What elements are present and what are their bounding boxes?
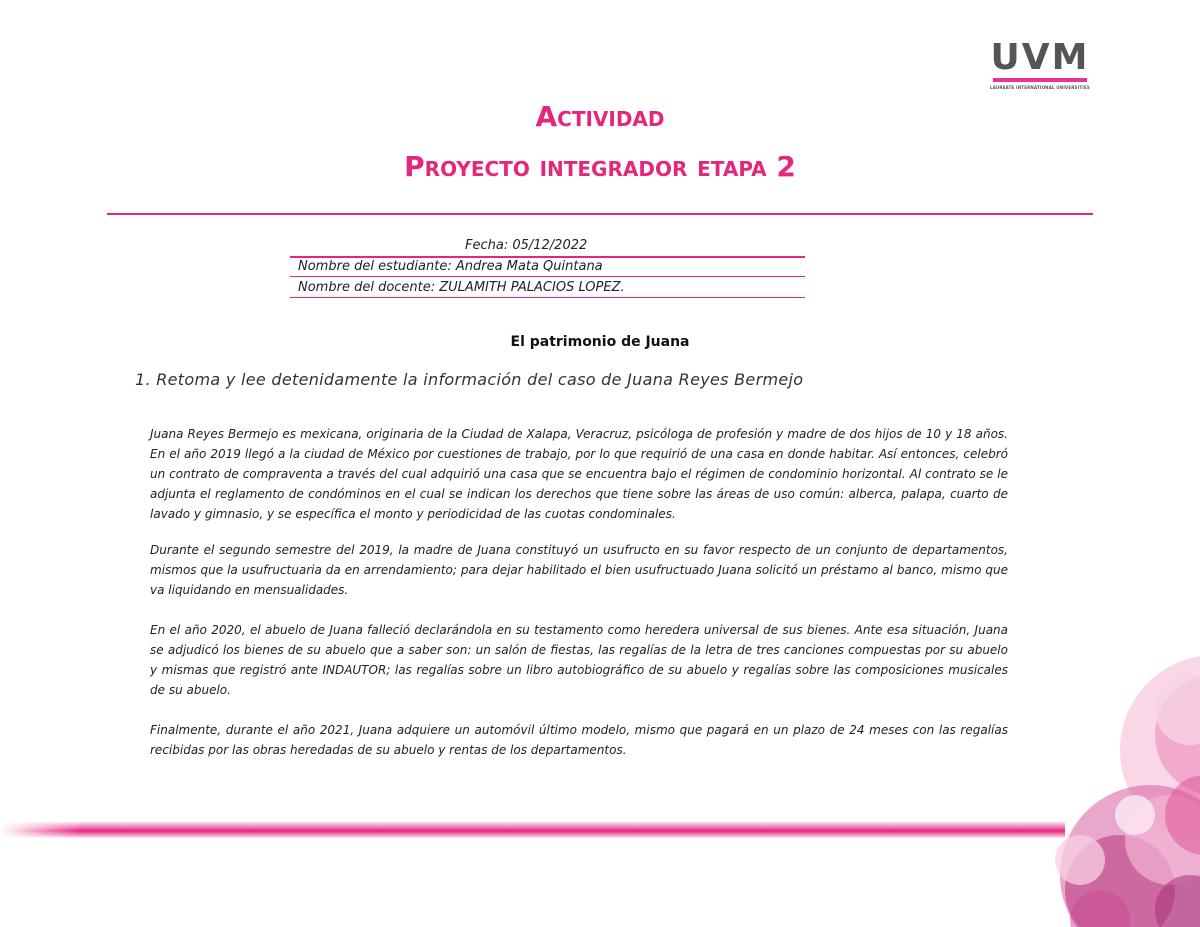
logo-text: UVM xyxy=(990,37,1090,78)
date-underline xyxy=(290,256,805,258)
teacher-underline xyxy=(290,297,805,298)
page-subtitle: Proyecto integrador etapa 2 xyxy=(404,150,796,183)
date-field: Fecha: 05/12/2022 xyxy=(465,238,588,253)
page-title: Actividad xyxy=(535,100,665,133)
header-divider xyxy=(107,213,1093,215)
question-1: 1. Retoma y lee detenidamente la información del caso de Juana Reyes Bermejo xyxy=(135,370,804,389)
deco-circle xyxy=(1115,795,1155,835)
deco-circle xyxy=(1055,835,1105,885)
case-paragraph-2: Durante el segundo semestre del 2019, la madre de Juana constituyó un usufructo en su favor respecto de un conjunto de departamentos, mismos que la usufructuaria da en arrendamiento; para dejar habilitado el bien usufructuado Juana solicitó un préstamo al banco, mismo que va liquidando en mensualidades. xyxy=(150,543,1008,597)
case-paragraph-1: Juana Reyes Bermejo es mexicana, originaria de la Ciudad de Xalapa, Veracruz, psicóloga de profesión y madre de dos hijos de 10 y 18 años. En el año 2019 llegó a la ciudad de México por cuestiones de trabajo, por lo que requirió de una casa en donde habitar. Así entonces, celebró un contrato de compraventa a través del cual adquirió una casa que se encuentra bajo el régimen de condominio horizontal. Al contrato se le adjunta el reglamento de condóminos en el cual se indican los derechos que tiene sobre las áreas de uso común: alberca, palapa, cuarto de lavado y gimnasio, y se específica el monto y periodicidad de las cuotas condominales. xyxy=(150,427,1008,521)
case-paragraph-4: Finalmente, durante el año 2021, Juana adquiere un automóvil último modelo, mismo que pagará en un plazo de 24 meses con las regalías recibidas por las obras heredadas de su abuelo y rentas de los departamentos. xyxy=(150,723,1008,757)
logo-accent-bar xyxy=(993,78,1087,82)
logo-subtitle: LAUREATE INTERNATIONAL UNIVERSITIES xyxy=(990,85,1090,90)
case-paragraph-3: En el año 2020, el abuelo de Juana falleció declarándola en su testamento como heredera universal de sus bienes. Ante esa situación, Juana se adjudicó los bienes de su abuelo que a saber son: un salón de fiestas, las regalías de la letra de tres canciones compuestas por su abuelo y mismas que registró ante INDAUTOR; las regalías sobre un libro autobiográfico de su abuelo y regalías sobre las composiciones musicales de su abuelo. xyxy=(150,623,1008,697)
footer-pink-band xyxy=(0,822,1065,838)
uvm-logo xyxy=(990,37,1090,90)
section-heading: El patrimonio de Juana xyxy=(510,334,690,350)
decorative-circles xyxy=(1040,640,1200,927)
student-underline xyxy=(290,276,805,277)
teacher-name-field: Nombre del docente: ZULAMITH PALACIOS LOPEZ. xyxy=(298,280,625,295)
student-name-field: Nombre del estudiante: Andrea Mata Quintana xyxy=(298,259,603,274)
footer-band-fade xyxy=(0,822,80,838)
